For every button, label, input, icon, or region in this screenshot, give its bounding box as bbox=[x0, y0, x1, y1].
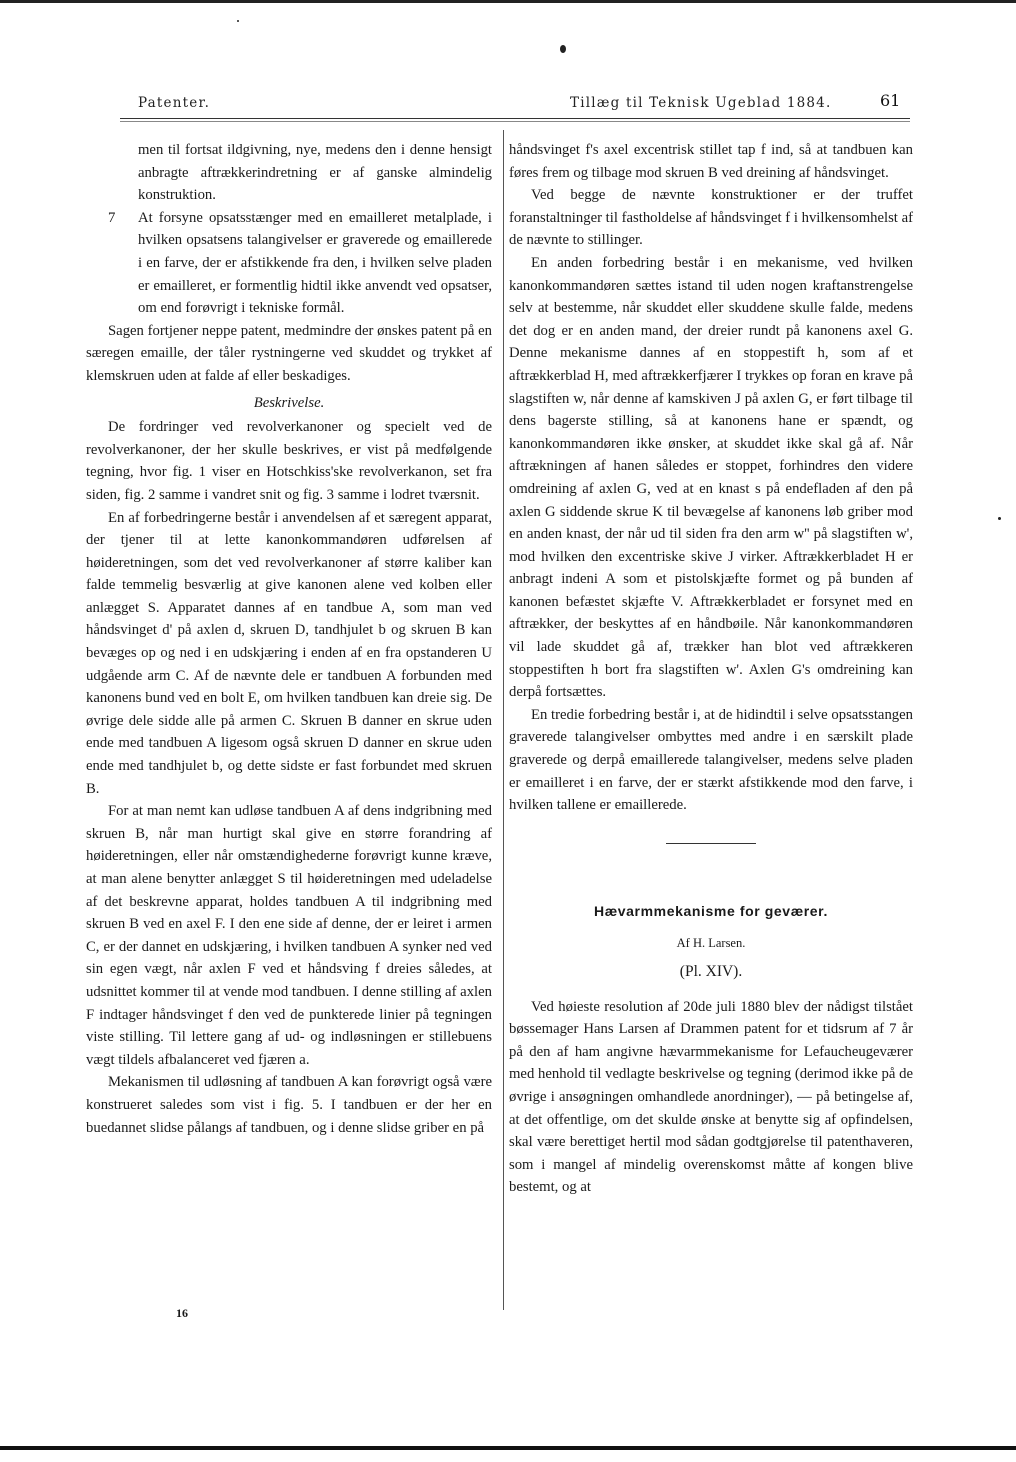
header-rule-thin bbox=[120, 121, 910, 122]
ink-speck bbox=[560, 45, 566, 53]
paragraph: For at man nemt kan udløse tandbuen A af dens indgribning med skruen B, når man hurtigt skal give en større forandring af høideretningen, eller når omstændighederne forøvrigt kunne kræve, at man alene benytter anlægget S til høideretningen med udeladelse af det beskrevne apparat, holdes tandbuen A til indgribning med skruen B ved en axel F. I den ene side af denne, der er leiret i armen C, er der dannet en udskjæring, i hvilken tandbuen A synker ned ved sin egen vægt, når axlen F ved et håndsving f dreies således, at udsnittet kommer til at vende mod tandbuen. I denne stilling af axlen F indtager håndsvinget f den ved de punkterede linier på tegningen viste stilling. Til lettere gang af ud- og indløsningen er stillebuens vægt tildels afbalanceret ved fjæren a. bbox=[86, 803, 492, 1068]
paragraph: håndsvinget f's axel excentrisk stillet tap f ind, så at tandbuen kan føres frem og tilbage mod skruen B ved dreining af håndsvinget. bbox=[509, 142, 913, 181]
column-divider bbox=[503, 130, 504, 1310]
signature-number: 16 bbox=[176, 1306, 188, 1320]
running-header-left: Patenter. bbox=[138, 95, 211, 111]
paragraph: men til fortsat ildgivning, nye, medens den i denne hensigt anbragte aftrækkerindretning er af ganske almindelig konstruktion. bbox=[138, 142, 492, 204]
article-author: Af H. Larsen. bbox=[676, 936, 746, 951]
section-separator bbox=[666, 843, 756, 844]
paragraph: Sagen fortjener neppe patent, medmindre der ønskes patent på en særegen emaille, der tåler rystningerne ved skuddet og trykket af klemskruen uden at falde af eller beskadiges. bbox=[86, 322, 492, 384]
paragraph: Ved høieste resolution af 20de juli 1880 blev der nådigst tilstået bøssemager Hans Larsen af Drammen patent for et tidsrum af 7 år på den af ham angivne hævarmmekanisme for Lefaucheugeværer med henhold til vedlagte beskrivelse og tegning (derimod ikke på de øvrige i ansøgningen omhandlede anordninger), — på betingelse af, at det offentlige, om det skulde ønske at benytte sig af opfindelsen, skal være berettiget hertil mod sådan godtgjørelse til patenthaveren, som i mangel af mindelig overenskomst måtte af kongen blive bestemt, og at bbox=[509, 998, 913, 1196]
right-column bbox=[509, 139, 913, 1199]
paragraph: En anden forbedring består i en mekanisme, ved hvilken kanonkommandøren sættes istand til uden nogen kraftanstrengelse selv at bestemme, når skuddet eller skuddene skulle falde, medens det dog er en anden mand, der dreier rundt på kanonens axel G. Denne mekanisme dannes af en stoppestift h, som af et aftrækkerblad H, med aftrækkerfjærer I trykkes op foran en krave på slagstiften w, når denne af kamskiven J på axlen G, er ført tilbage til dens bagerste stilling, så at kanonens hane er spændt, og kanonkommandøren ikke ønsker, at skuddet ikke skal gå af. Når aftrækningen af hanen således er stoppet, forhindres den videre omdreining af axlen G, ved at en knast s på endefladen af den på axlen G siddende skrue K til bevægelse af kanonens løb griber mod en anden knast, der når ud til siden fra den arm w'' på slagstiften w', mod hvilken den excentriske skive J virker. Aftrækkerbladet H er anbragt indeni A som et pistolskjæfte formet og på bunden af kanonen befæstet skjæfte V. Aftrækkerbladet er forsynet med en aftrækker, der beskyttes af en håndbøile. Når kanonkommandøren vil lade skuddet gå af, trækker han blot ved aftrækkeren stoppestiften h bort fra slagstiften w'. Axlen G's omdreining kan derpå fortsættes. bbox=[509, 254, 913, 701]
article-title: Hævarmmekanisme for geværer. bbox=[594, 902, 828, 919]
running-header-right: Tillæg til Teknisk Ugeblad 1884. bbox=[570, 95, 832, 111]
paragraph: En tredie forbedring består i, at de hidindtil i selve opsatsstangen graverede talangivelser ombyttes med andre i en særskilt plade graverede og derpå emaillerede talangivelser, medens selve pladen er emailleret i en farve, der er stærkt afstikkende mod den farve, i hvilken tallene er emaillerede. bbox=[509, 706, 913, 814]
paragraph: Mekanismen til udløsning af tandbuen A kan forøvrigt også være konstrueret saledes som vist i fig. 5. I tandbuen er der her en buedannet slidse pålangs af tandbuen, og i denne slidse griber en på bbox=[86, 1074, 492, 1136]
scan-bottom-edge bbox=[0, 1446, 1016, 1450]
paragraph: De fordringer ved revolverkanoner og specielt ved de revolverkanoner, der her skulle beskrives, er vist på medfølgende tegning, hvor fig. 1 viser en Hotschkiss'ske revolverkanon, set fra siden, fig. 2 samme i vandret snit og fig. 3 samme i lodret tværsnit. bbox=[86, 419, 492, 503]
item-text: At forsyne opsatsstænger med en emailleret metalplade, i hvilken opsatsens talangivelser er graverede og emaillerede i en farve, der er afstikkende fra den, i hvilken selve pladen er emailleret, er formentlig hidtil ikke anvendt ved opsatser, om end forøvrigt i tekniske formål. bbox=[138, 209, 492, 317]
scan-top-edge bbox=[0, 0, 1016, 3]
ink-speck bbox=[998, 517, 1001, 520]
page-number: 61 bbox=[880, 91, 901, 110]
ink-speck bbox=[237, 20, 239, 22]
section-heading: Beskrivelse. bbox=[253, 394, 325, 411]
left-column bbox=[86, 139, 492, 1139]
item-number: 7 bbox=[108, 209, 116, 226]
article-plate-ref: (Pl. XIV). bbox=[679, 963, 743, 980]
paragraph: Ved begge de nævnte konstruktioner er der truffet foranstaltninger til fastholdelse af håndsvinget f i hvilkensomhelst af de nævnte to stillinger. bbox=[509, 187, 913, 249]
numbered-item bbox=[86, 207, 492, 320]
header-rule bbox=[120, 118, 910, 119]
paragraph: En af forbedringerne består i anvendelsen af et særegent apparat, der tjener til at lette kanonkommandøren udførelsen af høideretningen, som det ved revolverkanoner af større kaliber kan falde temmelig besværlig at give kanonen alene ved kolben eller anlægget S. Apparatet dannes af en tandbue A, som man ved håndsvinget d' på axlen d, skruen D, tandhjulet b og skruen B kan bevæges op og ned i en udskjæring i enden af en fra opstanderen U udgående arm C. Af de nævnte dele er tandbuen A forbunden med kanonens bund ved en bolt E, om hvilken tandbuen kan dreie sig. De øvrige dele sidde alle på armen C. Skruen B danner en skrue uden ende med tandbuen A ligesom også skruen D danner en skrue uden ende med tandhjulet b, og dette sidste er fast forbundet med skruen B. bbox=[86, 509, 492, 797]
